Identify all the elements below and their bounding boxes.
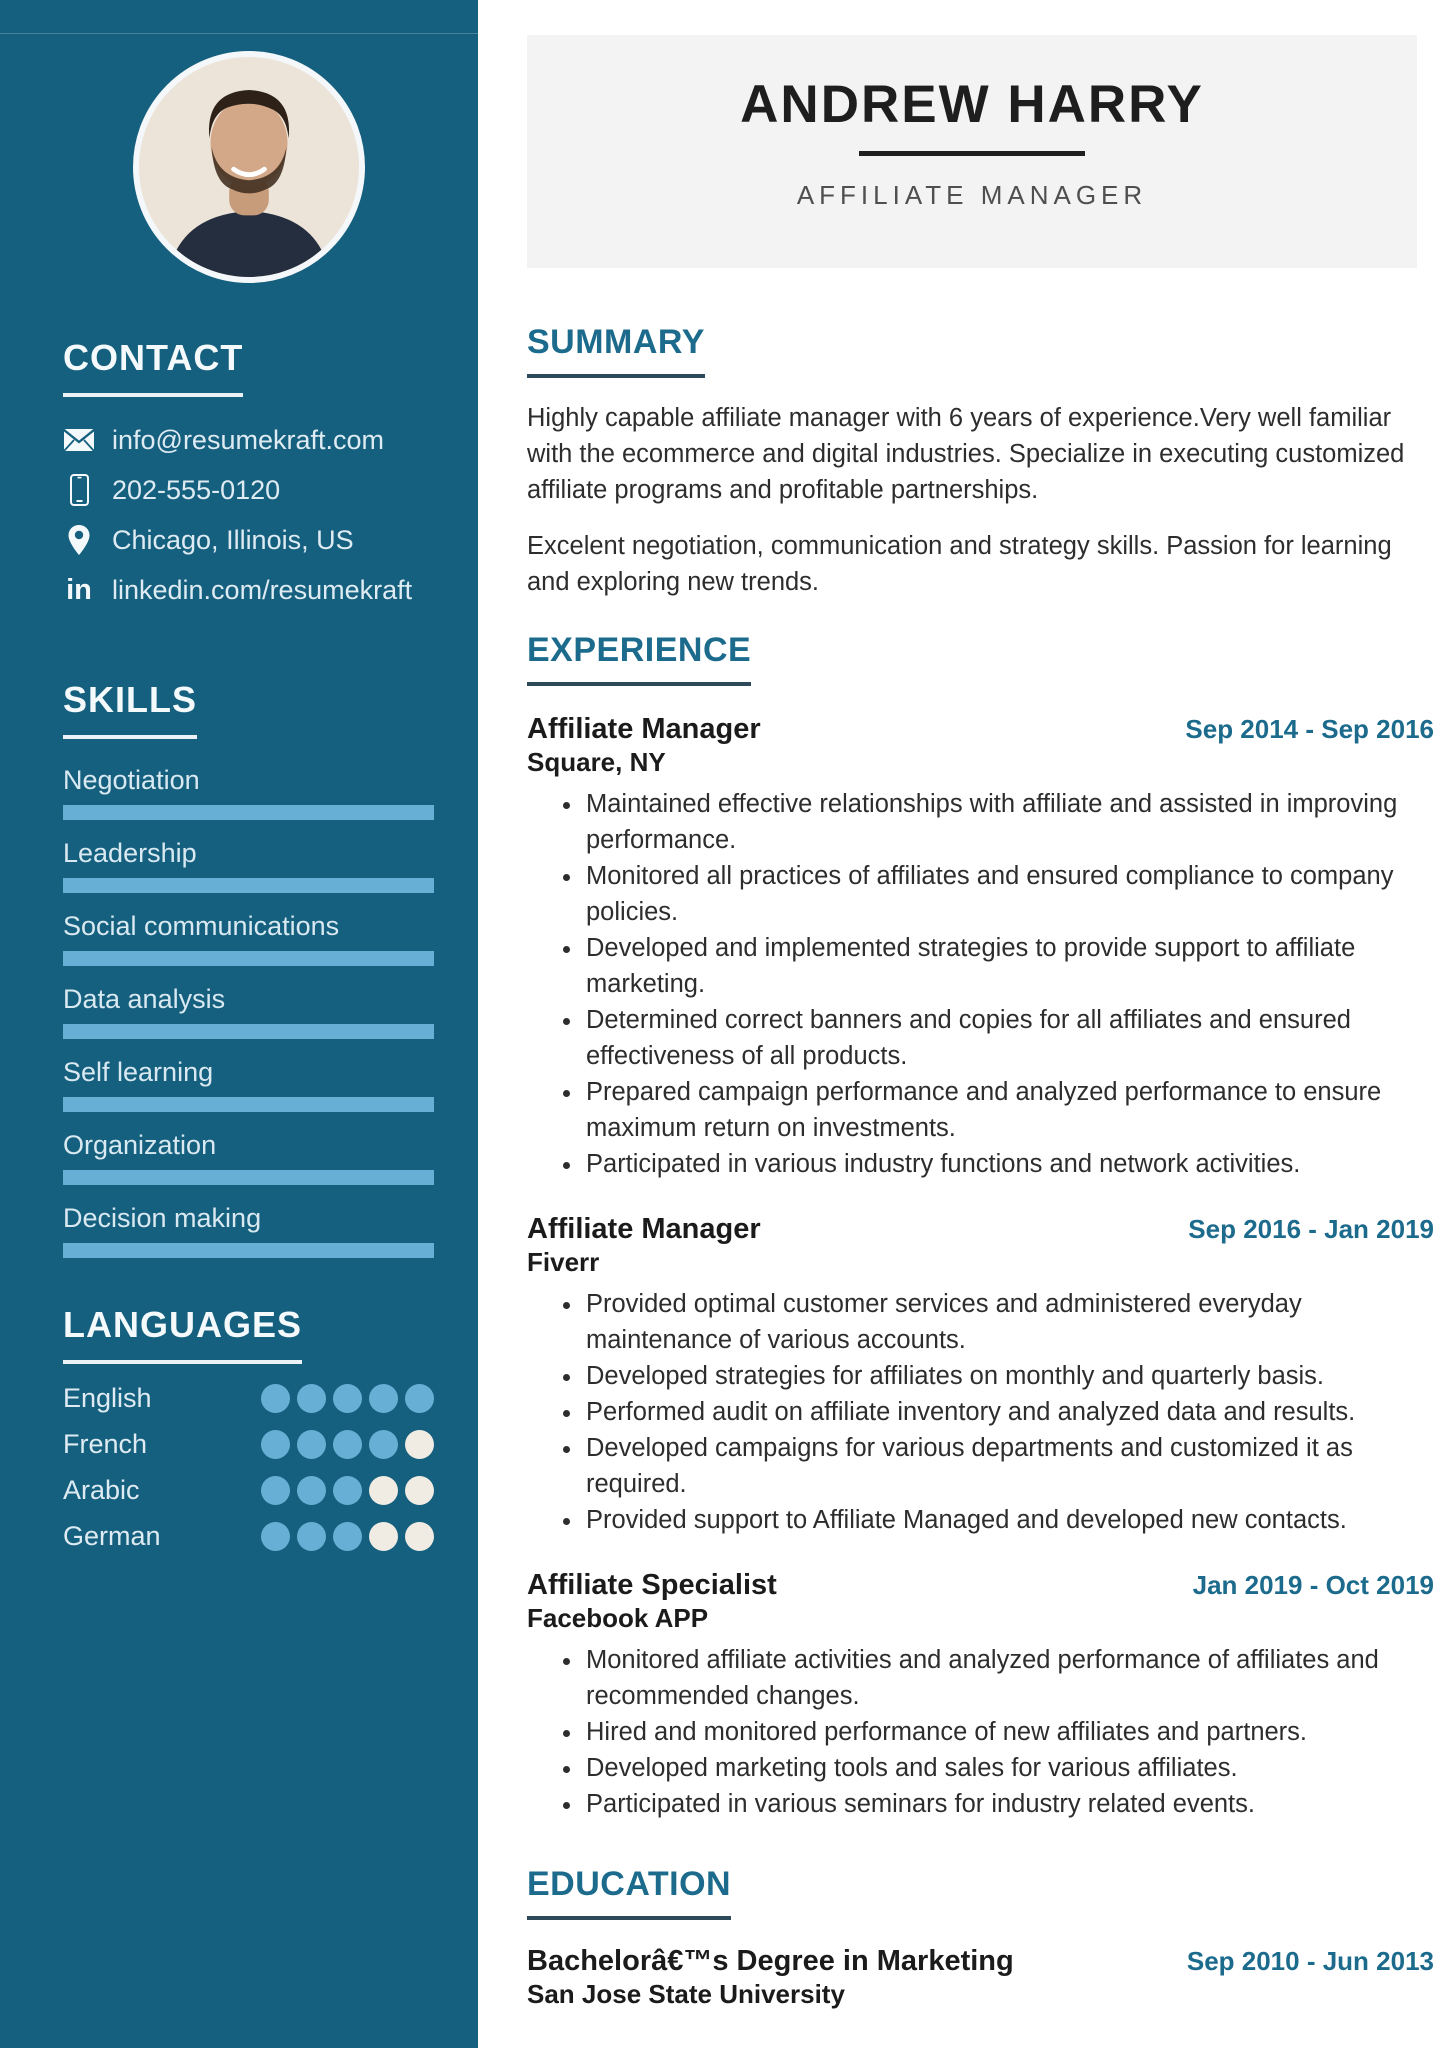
skill-bar-fill: [63, 1170, 434, 1185]
avatar-image: [139, 57, 359, 277]
skill-bar: [63, 1243, 434, 1258]
skill-bar: [63, 878, 434, 893]
job-bullet: • Developed and implemented strategies to provide support to affiliate marketing.: [584, 930, 1434, 1002]
job-company: Facebook APP: [527, 1603, 709, 1633]
languages-list: [63, 1380, 434, 1554]
email-icon: [63, 428, 95, 452]
candidate-role: AFFILIATE MANAGER: [796, 180, 1148, 210]
contact-text: Chicago, Illinois, US: [112, 525, 354, 555]
profile-photo: [133, 51, 365, 283]
skill-bar-fill: [63, 951, 434, 966]
skill-label: Organization: [63, 1130, 217, 1160]
language-dot-filled: [297, 1384, 326, 1413]
job-dates: Sep 2014 - Sep 2016: [1185, 714, 1434, 744]
language-dot-filled: [333, 1430, 362, 1459]
job-bullet: • Monitored affiliate activities and analyzed performance of affiliates and recommended changes.: [584, 1642, 1434, 1714]
degree-title: Bachelorâ€™s Degree in Marketing: [527, 1945, 1014, 1977]
language-dots: [261, 1430, 434, 1459]
experience-title: EXPERIENCE: [527, 630, 751, 686]
language-dot-filled: [261, 1384, 290, 1413]
job-bullet: • Developed marketing tools and sales for various affiliates.: [584, 1750, 1434, 1786]
jobs-list: [527, 712, 1434, 1822]
job-bullet: • Provided optimal customer services and administered everyday maintenance of various accounts.: [584, 1286, 1434, 1358]
skill-label: Leadership: [63, 838, 197, 868]
skill-item: [63, 982, 434, 1039]
job-header: [527, 712, 1434, 746]
contact-item[interactable]: [63, 573, 434, 607]
skill-bar-fill: [63, 1024, 434, 1039]
job-entry: [527, 712, 1434, 1182]
languages-section: [63, 1304, 434, 1554]
skill-label: Decision making: [63, 1203, 262, 1233]
job-dates: Jan 2019 - Oct 2019: [1192, 1570, 1434, 1600]
contact-text: linkedin.com/resumekraft: [112, 575, 413, 605]
language-dot-empty: [369, 1522, 398, 1551]
job-company: Square, NY: [527, 747, 666, 777]
language-dot-filled: [369, 1384, 398, 1413]
language-name: German: [63, 1521, 161, 1551]
language-dot-filled: [405, 1384, 434, 1413]
skill-item: [63, 763, 434, 820]
summary-title: SUMMARY: [527, 322, 705, 378]
skill-label: Data analysis: [63, 984, 226, 1014]
language-dots: [261, 1384, 434, 1413]
job-bullet: • Participated in various industry functions and network activities.: [584, 1146, 1434, 1182]
contact-section: [63, 337, 434, 607]
job-dates: Sep 2016 - Jan 2019: [1188, 1214, 1434, 1244]
job-bullet: • Participated in various seminars for industry related events.: [584, 1786, 1434, 1822]
language-row: [63, 1380, 434, 1416]
job-entry: [527, 1568, 1434, 1822]
location-icon: [63, 524, 95, 556]
skill-bar: [63, 805, 434, 820]
skill-bar: [63, 1097, 434, 1112]
language-dot-filled: [297, 1430, 326, 1459]
contact-text: info@resumekraft.com: [112, 425, 384, 455]
education-entry: [527, 1944, 1434, 2010]
language-dot-empty: [369, 1476, 398, 1505]
language-dot-filled: [333, 1476, 362, 1505]
language-dot-filled: [297, 1476, 326, 1505]
skill-label: Self learning: [63, 1057, 214, 1087]
main-content: [478, 0, 1447, 2048]
skill-bar: [63, 1024, 434, 1039]
language-row: [63, 1472, 434, 1508]
job-bullet: • Maintained effective relationships with affiliate and assisted in improving performance.: [584, 786, 1434, 858]
contact-item: [63, 523, 434, 557]
education-list: [527, 1944, 1434, 2010]
job-bullets: [527, 786, 1434, 1182]
skill-item: [63, 836, 434, 893]
education-header: [527, 1944, 1434, 1978]
language-name: English: [63, 1383, 152, 1413]
contact-list: [63, 423, 434, 607]
language-name: Arabic: [63, 1475, 140, 1505]
language-dot-filled: [261, 1430, 290, 1459]
summary-paragraph: Excelent negotiation, communication and strategy skills. Passion for learning and exploring new trends.: [527, 532, 1392, 596]
skill-bar-fill: [63, 1243, 434, 1258]
skill-bar-fill: [63, 805, 434, 820]
job-title: Affiliate Specialist: [527, 1569, 777, 1601]
header-banner: [527, 35, 1417, 268]
language-dot-filled: [297, 1522, 326, 1551]
job-title: Affiliate Manager: [527, 1213, 761, 1245]
linkedin-icon: in: [66, 574, 92, 606]
skills-title: SKILLS: [63, 679, 197, 739]
job-bullets: [527, 1286, 1434, 1538]
skill-bar: [63, 1170, 434, 1185]
language-dot-filled: [261, 1476, 290, 1505]
job-bullet: • Monitored all practices of affiliates and ensured compliance to company policies.: [584, 858, 1434, 930]
language-dot-filled: [333, 1384, 362, 1413]
job-header: [527, 1212, 1434, 1246]
education-section: [527, 1864, 1434, 2010]
language-dot-empty: [405, 1430, 434, 1459]
summary-paragraph: Highly capable affiliate manager with 6 years of experience.Very well familiar with the ecommerce and digital industries. Specialize in executing customized affiliate programs and profitable partnerships.: [527, 404, 1405, 504]
phone-icon: [63, 474, 95, 506]
skill-item: [63, 1055, 434, 1112]
language-dots: [261, 1522, 434, 1551]
language-row: [63, 1426, 434, 1462]
job-bullets: [527, 1642, 1434, 1822]
skills-list: [63, 763, 434, 1258]
name-divider: [859, 151, 1085, 156]
contact-title: CONTACT: [63, 337, 243, 397]
skill-item: [63, 909, 434, 966]
job-header: [527, 1568, 1434, 1602]
job-bullet: • Developed strategies for affiliates on monthly and quarterly basis.: [584, 1358, 1434, 1394]
job-entry: [527, 1212, 1434, 1538]
job-bullet: • Hired and monitored performance of new affiliates and partners.: [584, 1714, 1434, 1750]
language-dot-filled: [333, 1522, 362, 1551]
school-name: San Jose State University: [527, 1979, 845, 2009]
language-dots: [261, 1476, 434, 1505]
summary-section: [527, 322, 1434, 600]
job-bullet: • Performed audit on affiliate inventory and analyzed data and results.: [584, 1394, 1434, 1430]
job-bullet: • Provided support to Affiliate Managed and developed new contacts.: [584, 1502, 1434, 1538]
language-dot-filled: [369, 1430, 398, 1459]
education-title: EDUCATION: [527, 1864, 731, 1920]
skill-item: [63, 1201, 434, 1258]
education-dates: Sep 2010 - Jun 2013: [1186, 1946, 1434, 1976]
summary-text: [527, 400, 1434, 600]
contact-item[interactable]: [63, 423, 434, 457]
language-dot-empty: [405, 1476, 434, 1505]
page-top-edge: [0, 33, 478, 34]
language-row: [63, 1518, 434, 1554]
skill-item: [63, 1128, 434, 1185]
job-company: Fiverr: [527, 1247, 600, 1277]
language-dot-empty: [405, 1522, 434, 1551]
job-bullet: • Determined correct banners and copies for all affiliates and ensured effectiveness of all products.: [584, 1002, 1434, 1074]
skill-bar-fill: [63, 878, 434, 893]
candidate-name: ANDREW HARRY: [740, 75, 1204, 134]
skills-section: [63, 679, 434, 1258]
job-bullet: • Developed campaigns for various departments and customized it as required.: [584, 1430, 1434, 1502]
skill-label: Social communications: [63, 911, 340, 941]
job-title: Affiliate Manager: [527, 713, 761, 745]
language-dot-filled: [261, 1522, 290, 1551]
experience-section: [527, 630, 1434, 1822]
languages-title: LANGUAGES: [63, 1304, 302, 1364]
skill-label: Negotiation: [63, 765, 200, 795]
sidebar: [0, 0, 478, 2048]
contact-item: [63, 473, 434, 507]
skill-bar: [63, 951, 434, 966]
language-name: French: [63, 1429, 148, 1459]
skill-bar-fill: [63, 1097, 434, 1112]
job-bullet: • Prepared campaign performance and analyzed performance to ensure maximum return on investments.: [584, 1074, 1434, 1146]
contact-text: 202-555-0120: [112, 475, 281, 505]
